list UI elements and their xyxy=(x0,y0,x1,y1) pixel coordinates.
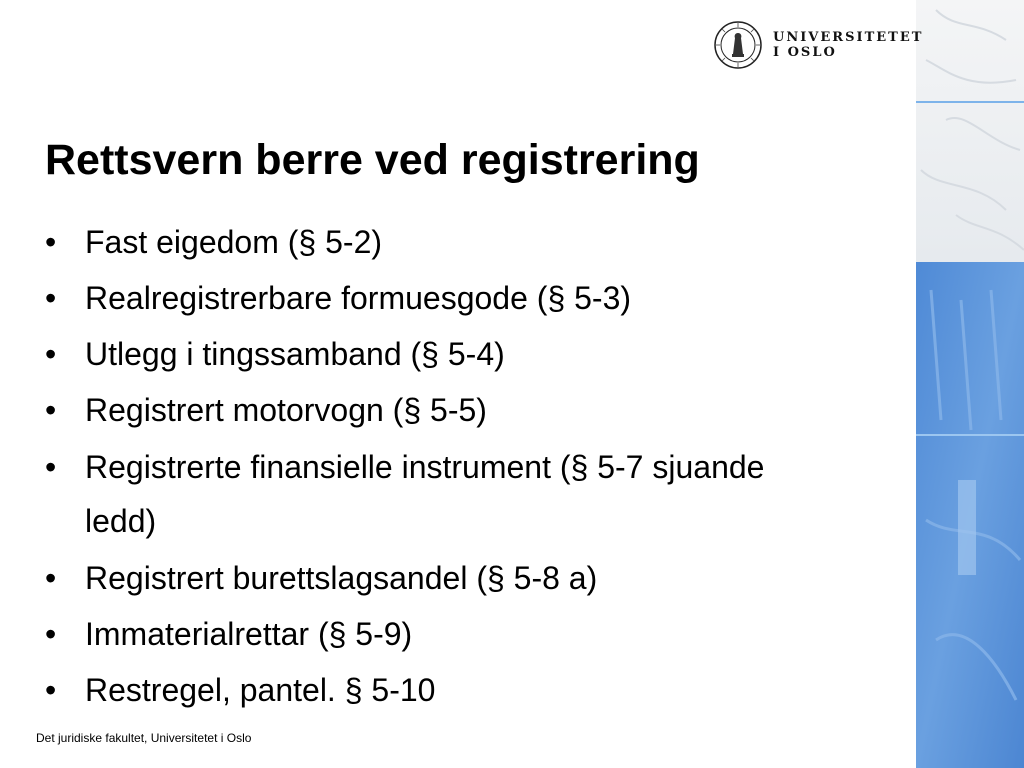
bullet-item xyxy=(45,552,905,604)
bullet-marker: • xyxy=(45,672,57,708)
bullet-marker: • xyxy=(45,224,57,260)
bullet-item xyxy=(45,384,905,436)
bullet-text: Immaterialrettar (§ 5-9) xyxy=(85,616,413,652)
bullet-text: Utlegg i tingssamband (§ 5-4) xyxy=(85,336,505,372)
bullet-item xyxy=(45,608,905,660)
bullet-marker: • xyxy=(45,449,57,485)
bullet-text: Registrert motorvogn (§ 5-5) xyxy=(85,392,487,428)
decorative-side-image xyxy=(916,0,1024,768)
bullet-item xyxy=(45,440,825,548)
slide-footer: Det juridiske fakultet, Universitetet i Oslo xyxy=(36,731,252,745)
bullet-text: Restregel, pantel. § 5-10 xyxy=(85,672,436,708)
bullet-item xyxy=(45,664,905,716)
bullet-marker: • xyxy=(45,392,57,428)
bullet-item xyxy=(45,328,905,380)
slide-title: Rettsvern berre ved registrering xyxy=(45,136,700,184)
logo-wordmark xyxy=(773,30,923,60)
bullet-item xyxy=(45,272,905,324)
bullet-marker: • xyxy=(45,280,57,316)
bullet-text: Registrerte finansielle instrument (§ 5-7 sjuande ledd) xyxy=(85,449,765,539)
bullet-text: Fast eigedom (§ 5-2) xyxy=(85,224,383,260)
university-seal-icon xyxy=(713,20,763,70)
bullet-marker: • xyxy=(45,616,57,652)
bullet-list xyxy=(45,216,905,720)
bullet-item xyxy=(45,216,905,268)
logo-line-2: I OSLO xyxy=(773,45,837,60)
logo-line-1: UNIVERSITETET xyxy=(773,30,924,45)
bullet-marker: • xyxy=(45,336,57,372)
university-logo xyxy=(713,20,923,70)
bullet-marker: • xyxy=(45,560,57,596)
bullet-text: Realregistrerbare formuesgode (§ 5-3) xyxy=(85,280,632,316)
bullet-text: Registrert burettslagsandel (§ 5-8 a) xyxy=(85,560,598,596)
